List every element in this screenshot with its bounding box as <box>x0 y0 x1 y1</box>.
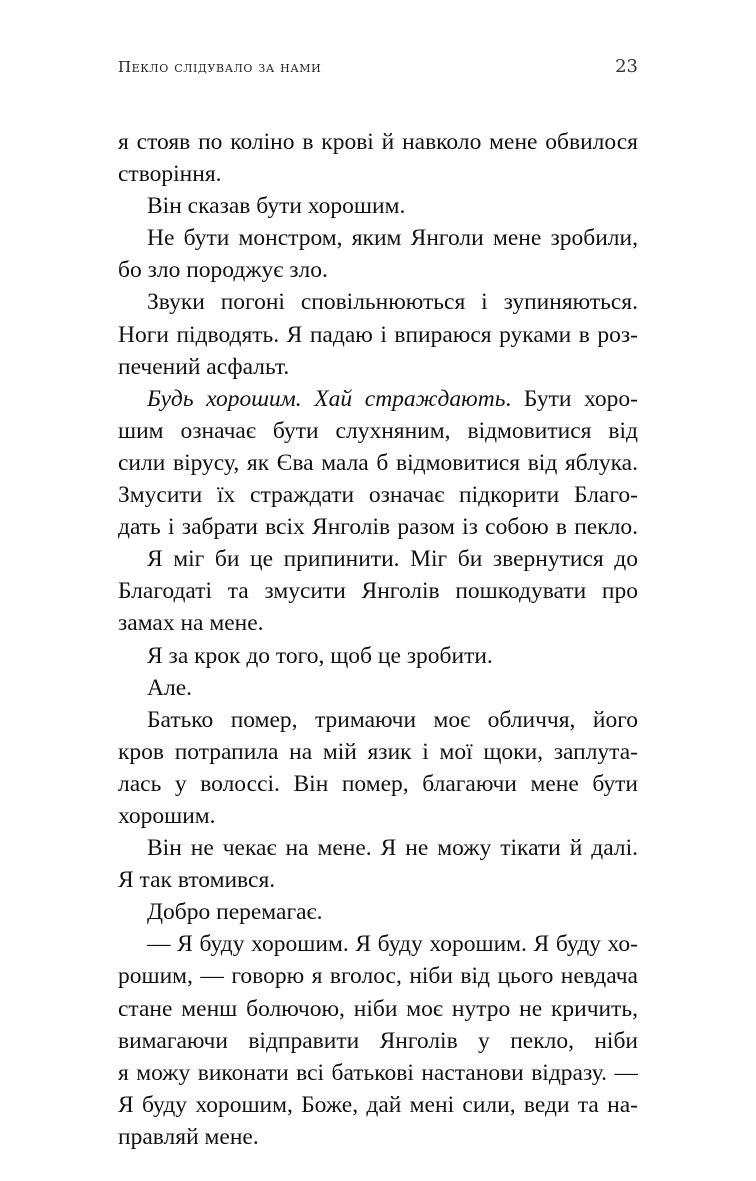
line-text: правляй мене. <box>118 1123 259 1150</box>
text-line <box>118 832 638 864</box>
body-text <box>118 126 638 1153</box>
text-line <box>118 896 638 928</box>
text-line <box>118 319 638 351</box>
line-text: я стояв по коліно в крові й навколо мене обвилося <box>118 129 638 155</box>
text-line <box>118 1089 638 1121</box>
line-text: Я за крок до того, щоб це зробити. <box>147 642 493 669</box>
page-number: 23 <box>615 56 638 77</box>
text-line <box>118 1121 638 1153</box>
line-text: я можу виконати всі батькові настанови відразу. — <box>118 1059 638 1086</box>
line-text: Він сказав бути хорошим. <box>147 193 406 220</box>
text-line <box>118 511 638 543</box>
text-line <box>118 864 638 896</box>
line-text: Але. <box>147 674 193 701</box>
line-text: печений асфальт. <box>118 353 290 380</box>
line-text: . Бути хоро- <box>505 385 638 412</box>
line-text: Не бути монстром, яким Янголи мене зробили, <box>147 225 638 252</box>
text-line <box>118 993 638 1025</box>
line-text: Звуки погоні сповільнюються і зупиняються. <box>147 289 638 316</box>
text-line <box>118 126 638 158</box>
line-text: Я міг би це припинити. Міг би звернутися до <box>147 546 638 573</box>
text-line <box>118 575 638 607</box>
text-line <box>118 704 638 736</box>
line-text: сили вірусу, як Єва мала б відмовитися від яблука. <box>118 449 638 476</box>
text-line <box>118 960 638 992</box>
line-text: рошим, — говорю я вголос, ніби від цього невдача <box>118 963 638 990</box>
italic-text: Будь хорошим. Хай страждають <box>147 385 506 412</box>
text-line <box>118 1025 638 1057</box>
text-line <box>118 543 638 575</box>
line-text: Добро перемагає. <box>147 899 323 926</box>
text-line <box>118 383 638 415</box>
line-text: Я буду хорошим, Боже, дай мені сили, веди та на- <box>118 1091 638 1118</box>
line-text: лась у волоссі. Він помер, благаючи мене бути <box>118 770 638 797</box>
line-text: кров потрапила на мій язик і мої щоки, заплута- <box>118 738 638 765</box>
text-line <box>118 640 638 672</box>
line-text: Змусити їх страждати означає підкорити Благо- <box>118 482 638 509</box>
line-text: вимагаючи відправити Янголів у пекло, ніби <box>118 1027 638 1054</box>
line-text: шим означає бути слухняним, відмовитися від <box>118 417 638 444</box>
text-line <box>118 672 638 704</box>
text-line <box>118 928 638 960</box>
text-line <box>118 607 638 639</box>
text-line <box>118 222 638 254</box>
text-line <box>118 254 638 286</box>
line-text: Він не чекає на мене. Я не можу тікати й далі. <box>147 835 638 862</box>
line-text: стане менш болючою, ніби моє нутро не кричить, <box>118 995 638 1022</box>
line-text: бо зло породжує зло. <box>118 257 328 284</box>
text-line <box>118 800 638 832</box>
text-line <box>118 286 638 318</box>
page-header <box>118 58 638 82</box>
text-line <box>118 479 638 511</box>
line-text: замах на мене. <box>118 610 264 637</box>
line-text: Батько помер, тримаючи моє обличчя, його <box>147 706 638 733</box>
text-line <box>118 415 638 447</box>
text-line <box>118 351 638 383</box>
text-line <box>118 768 638 800</box>
line-text: Я так втомився. <box>118 867 276 894</box>
line-text: дать і забрати всіх Янголів разом із собою в пекло. <box>118 514 638 541</box>
line-text: хорошим. <box>118 802 216 829</box>
text-line <box>118 158 638 190</box>
text-line <box>118 736 638 768</box>
running-title: Пекло слідувало за нами <box>118 58 322 76</box>
line-text: — Я буду хорошим. Я буду хорошим. Я буду хо- <box>147 931 638 958</box>
line-text: створіння. <box>118 161 222 188</box>
text-line <box>118 190 638 222</box>
text-line <box>118 1057 638 1089</box>
line-text: Благодаті та змусити Янголів пошкодувати про <box>118 578 638 605</box>
line-text: Ноги підводять. Я падаю і впираюся руками в роз- <box>118 321 638 348</box>
text-line <box>118 447 638 479</box>
